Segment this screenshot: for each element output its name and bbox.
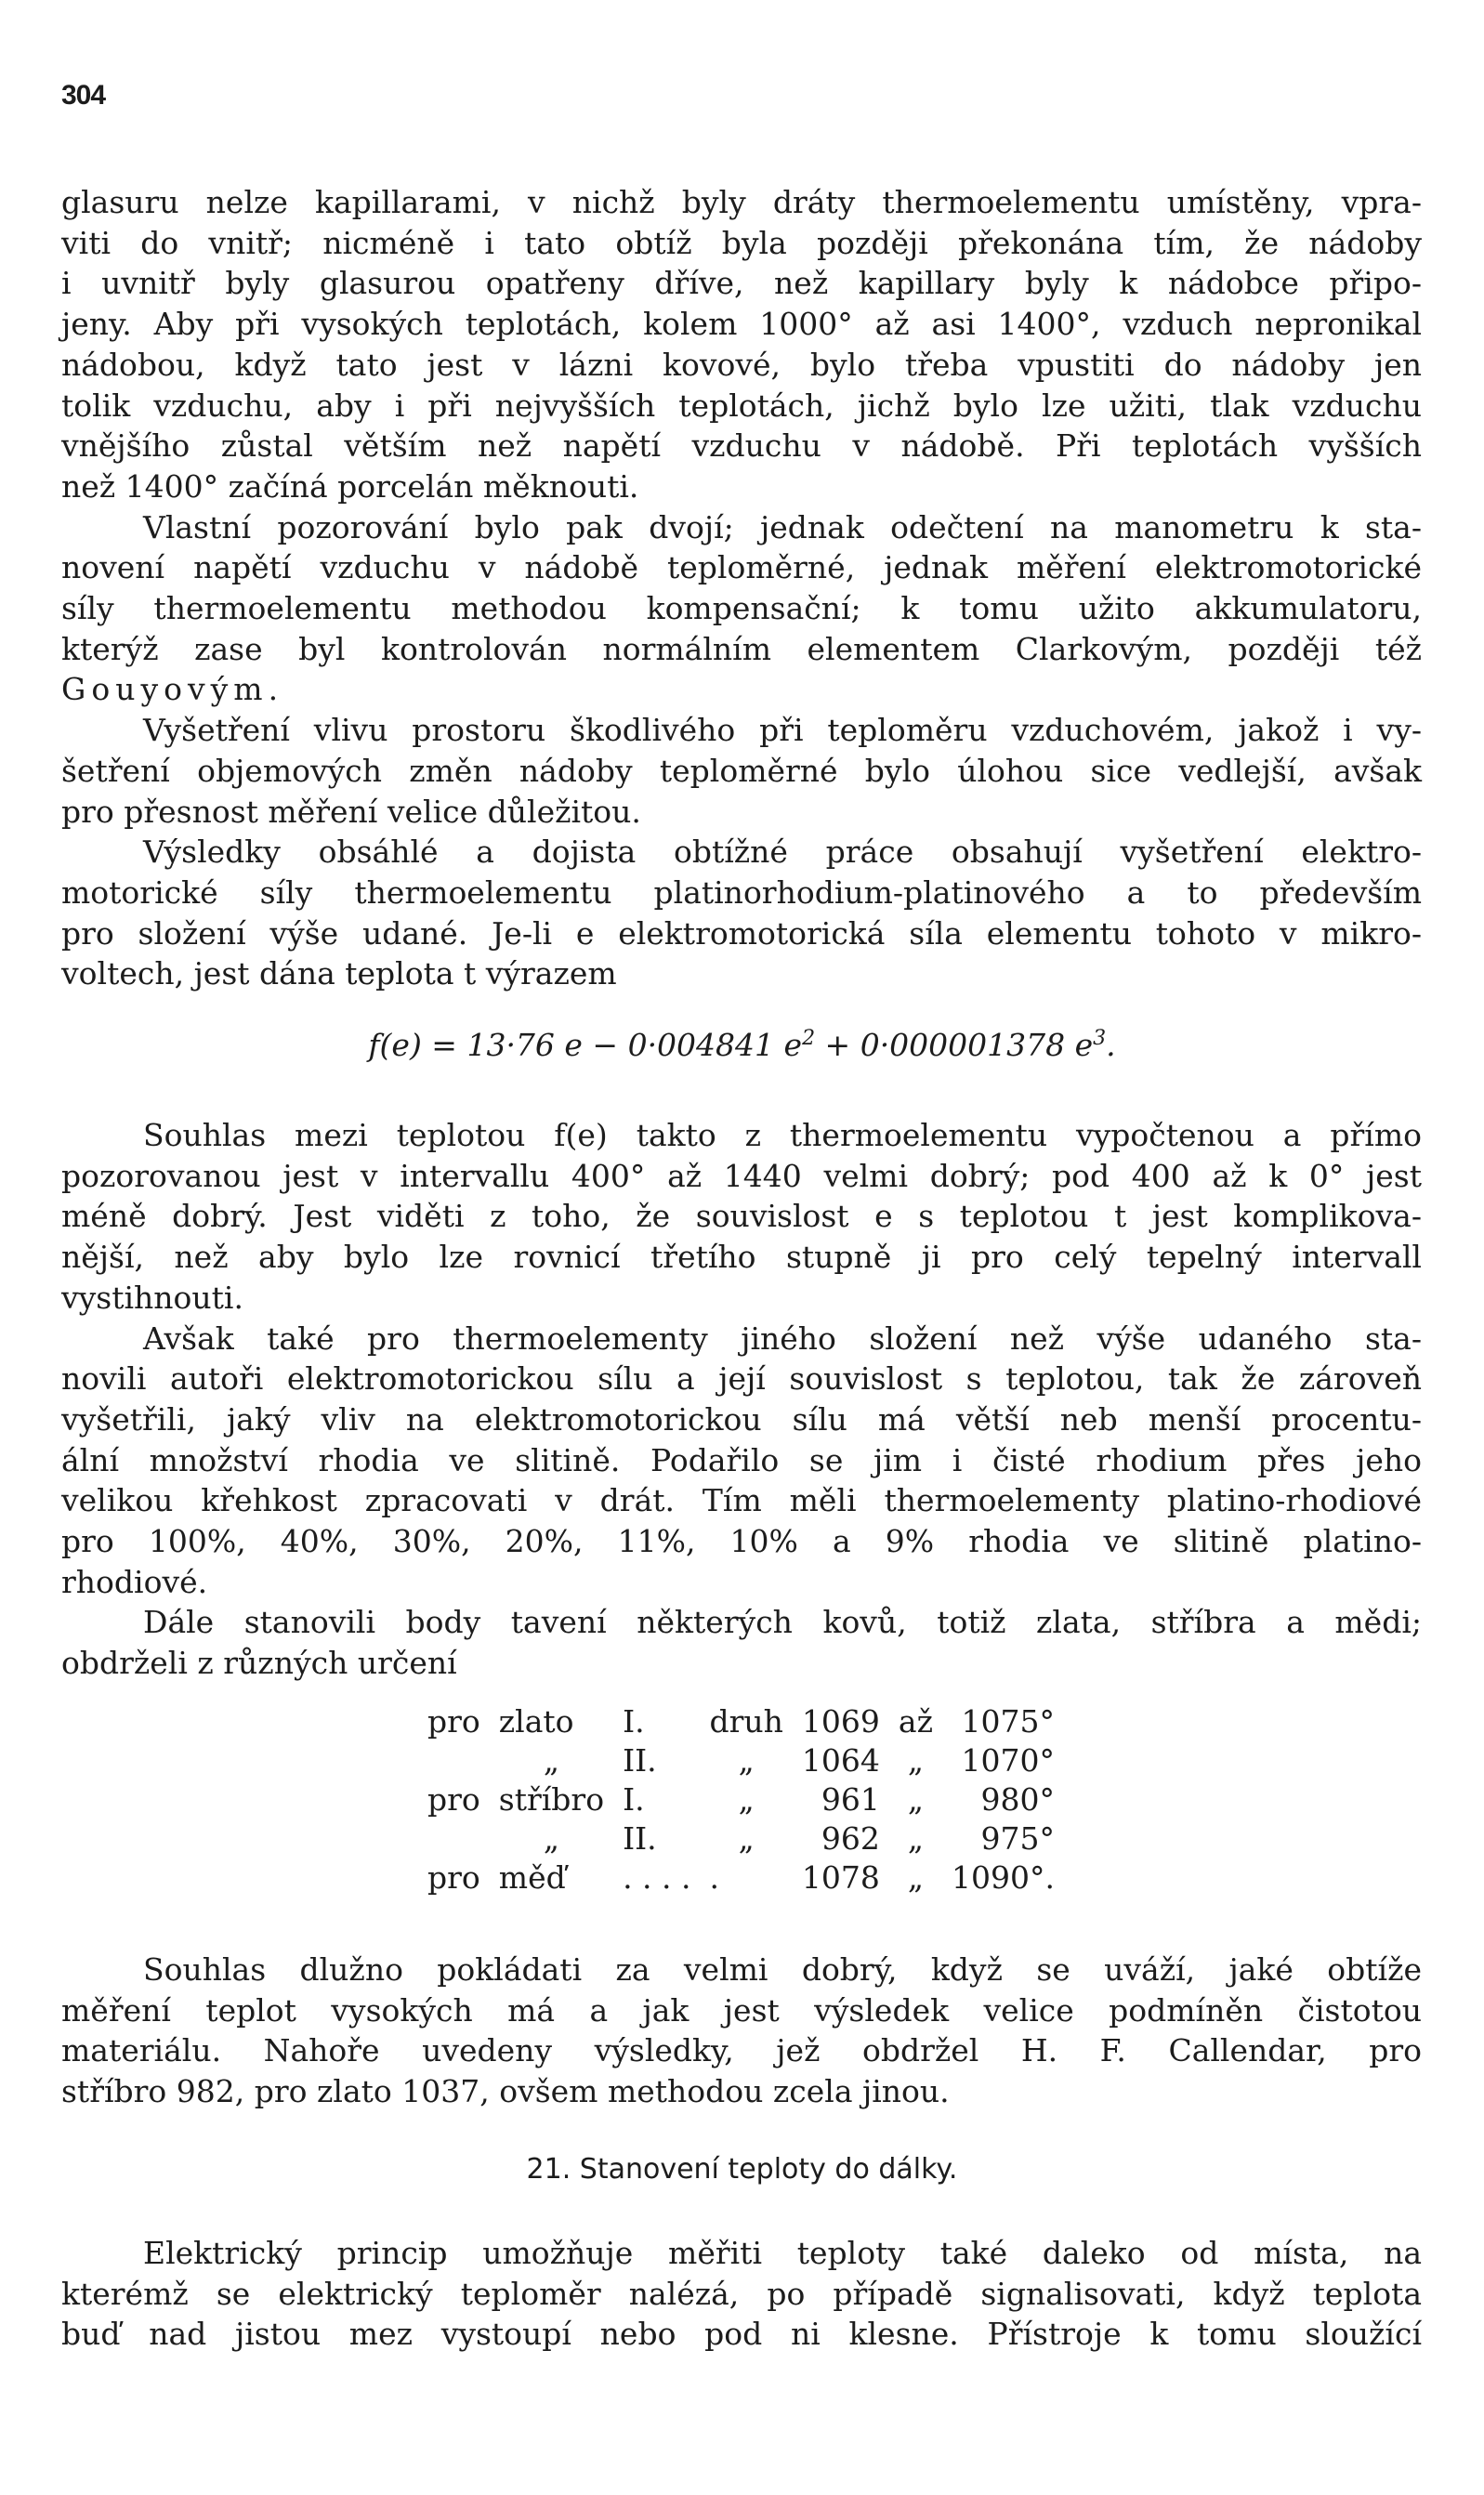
paragraph-glasuru [61, 182, 1422, 507]
text-line: kterýž zase byl kontrolován normálním elementem Clarkovým, později též [61, 630, 1422, 667]
formula-end: . [1106, 1027, 1116, 1063]
text-line: pro složení výše udané. Je-li e elektromotorická síla elementu tohoto v mikro- [61, 914, 1422, 952]
text-line: méně dobrý. Jest viděti z toho, že souvislost e s teplotou t jest komplikova- [61, 1198, 1422, 1235]
table-cell: II. [623, 1820, 657, 1857]
text-line: jeny. Aby při vysokých teplotách, kolem 1000° až asi 1400°, vzduch nepronikal [61, 306, 1422, 343]
text-line: Dále stanovili body tavení některých kovů, totiž zlata, stříbra a mědi; [143, 1604, 1422, 1641]
paragraph-vlastni-pozorovani [61, 507, 1422, 711]
table-cell: stříbro [498, 1781, 605, 1818]
table-row [418, 1741, 1064, 1780]
table-cell: „ [543, 1742, 559, 1779]
text-line: nádobou, když tato jest v lázni kovové, bylo třeba vpustiti do nádoby jen [61, 346, 1422, 383]
table-cell: 1075° [961, 1703, 1055, 1740]
table-cell: 1064 [801, 1742, 880, 1779]
text-line: Vlastní pozorování bylo pak dvojí; jednak odečtení na manometru k sta- [143, 508, 1422, 545]
melting-points-table [418, 1702, 1064, 1898]
text-line: pro 100%, 40%, 30%, 20%, 11%, 10% a 9% rhodia ve slitině platino- [61, 1523, 1422, 1560]
table-row [418, 1702, 1064, 1741]
formula-middle: + 0·000001378 e [815, 1027, 1094, 1063]
text-line: vyšetřili, jaký vliv na elektromotorickou sílu má větší neb menší procentu- [61, 1400, 1422, 1438]
text-line: rhodiové. [61, 1563, 208, 1600]
text-line: pro přesnost měření velice důležitou. [61, 793, 641, 830]
formula [0, 1027, 1484, 1063]
text-line: stříbro 982, pro zlato 1037, ovšem methodou zcela jinou. [61, 2073, 950, 2110]
table-cell: zlato [498, 1703, 574, 1740]
table-cell: „ [907, 1859, 924, 1896]
paragraph-avsak [61, 1319, 1422, 1603]
table-row [418, 1819, 1064, 1858]
text-line: Gouyovým. [61, 671, 284, 708]
paragraph-vysetreni [61, 710, 1422, 832]
table-cell: „ [738, 1742, 755, 1779]
text-line: nější, než aby bylo lze rovnicí třetího stupně ji pro celý tepelný intervall [61, 1239, 1422, 1276]
table-cell: 1090°. [951, 1859, 1055, 1896]
text-line: Avšak také pro thermoelementy jiného složení než výše udaného sta- [143, 1320, 1422, 1357]
table-cell: 1069 [801, 1703, 880, 1740]
formula-exponent: 3 [1093, 1027, 1107, 1050]
text-line: Vyšetření vlivu prostoru škodlivého při teploměru vzduchovém, jakož i vy- [143, 712, 1422, 749]
text-line: obdrželi z různých určení [61, 1645, 457, 1682]
text-line: materiálu. Nahoře uvedeny výsledky, jež obdržel H. F. Callendar, pro [61, 2032, 1422, 2069]
paragraph-souhlas-dluzno [61, 1950, 1422, 2112]
text-line: pozorovanou jest v intervallu 400° až 1440 velmi dobrý; pod 400 až k 0° jest [61, 1157, 1422, 1194]
text-line: glasuru nelze kapillarami, v nichž byly dráty thermoelementu umístěny, vpra- [61, 184, 1422, 220]
text-line: tolik vzduchu, aby i při nejvyšších teplotách, jichž bylo lze užiti, tlak vzduchu [61, 387, 1422, 424]
text-line: vnějšího zůstal větším než napětí vzduchu v nádobě. Při teplotách vyšších [61, 427, 1422, 465]
table-cell: „ [543, 1820, 559, 1857]
table-row [418, 1780, 1064, 1819]
table-cell: I. [623, 1781, 645, 1818]
table-cell: . . . . [623, 1859, 691, 1896]
table-cell: 961 [821, 1781, 880, 1818]
text-line: Elektrický princip umožňuje měřiti teploty také daleko od místa, na [143, 2235, 1422, 2271]
table-cell: . [709, 1859, 720, 1896]
table-cell: „ [907, 1742, 924, 1779]
text-line: vystihnouti. [61, 1279, 243, 1316]
text-line: síly thermoelementu methodou kompensační; k tomu užito akkumulatoru, [61, 590, 1422, 627]
text-line: Výsledky obsáhlé a dojista obtížné práce obsahují vyšetření elektro- [143, 834, 1422, 871]
text-line: novili autoři elektromotorickou sílu a její souvislost s teplotou, tak že zároveň [61, 1360, 1422, 1398]
table-cell: až [898, 1703, 933, 1740]
table-cell: I. [623, 1703, 645, 1740]
table-cell: pro [427, 1859, 480, 1896]
paragraph-souhlas [61, 1115, 1422, 1319]
text-block-middle [61, 1115, 1422, 1684]
table-cell: „ [738, 1820, 755, 1857]
paragraph-dale [61, 1602, 1422, 1683]
text-line: kterémž se elektrický teploměr nalézá, po případě signalisovati, když teplota [61, 2275, 1422, 2312]
text-block-final [61, 2233, 1422, 2355]
formula-exponent: 2 [802, 1027, 816, 1050]
text-block-after-table [61, 1950, 1422, 2112]
table-cell: 1078 [801, 1859, 880, 1896]
table-cell: „ [907, 1781, 924, 1818]
text-line: ální množství rhodia ve slitině. Podařilo se jim i čisté rhodium přes jeho [61, 1441, 1422, 1478]
table-cell: pro [427, 1703, 480, 1740]
table-cell: II. [623, 1742, 657, 1779]
formula-lhs: f(e) = 13·76 e − 0·004841 e [368, 1027, 803, 1063]
table-cell: „ [738, 1781, 755, 1818]
text-line: šetření objemových změn nádoby teploměrné bylo úlohou sice vedlejší, avšak [61, 752, 1422, 789]
table-cell: 962 [821, 1820, 880, 1857]
table-cell [418, 1741, 490, 1780]
text-line: buď nad jistou mez vystoupí nebo pod ni klesne. Přístroje k tomu sloužící [61, 2316, 1422, 2353]
paragraph-vysledky [61, 832, 1422, 994]
text-line: velikou křehkost zpracovati v drát. Tím měli thermoelementy platino-rhodiové [61, 1482, 1422, 1519]
table-cell: druh [709, 1703, 783, 1740]
text-line: voltech, jest dána teplota t výrazem [61, 955, 617, 992]
table-cell [418, 1819, 490, 1858]
table-row [418, 1858, 1064, 1898]
text-block-top [61, 182, 1422, 994]
text-line: novení napětí vzduchu v nádobě teploměrné, jednak měření elektromotorické [61, 549, 1422, 586]
text-line: i uvnitř byly glasurou opatřeny dříve, než kapillary byly k nádobce připo- [61, 265, 1422, 302]
table-cell: pro [427, 1781, 480, 1818]
table-cell: 975° [980, 1820, 1055, 1857]
page-number: 304 [61, 80, 106, 111]
paragraph-elektricky-princip [61, 2233, 1422, 2355]
text-line: motorické síly thermoelementu platinorhodium-platinového a to především [61, 873, 1422, 911]
text-line: Souhlas dlužno pokládati za velmi dobrý, když se uváží, jaké obtíže [143, 1951, 1422, 1988]
text-line: Souhlas mezi teplotou f(e) takto z thermoelementu vypočtenou a přímo [143, 1117, 1422, 1153]
table-cell: měď [498, 1859, 566, 1896]
text-line: měření teplot vysokých má a jak jest výsledek velice podmíněn čistotou [61, 1991, 1422, 2029]
text-line: viti do vnitř; nicméně i tato obtíž byla později překonána tím, že nádoby [61, 224, 1422, 261]
table-cell: 1070° [961, 1742, 1055, 1779]
table-cell: „ [907, 1820, 924, 1857]
text-line: než 1400° začíná porcelán měknouti. [61, 467, 639, 505]
table-cell: 980° [980, 1781, 1055, 1818]
section-heading: 21. Stanovení teploty do dálky. [526, 2153, 958, 2186]
